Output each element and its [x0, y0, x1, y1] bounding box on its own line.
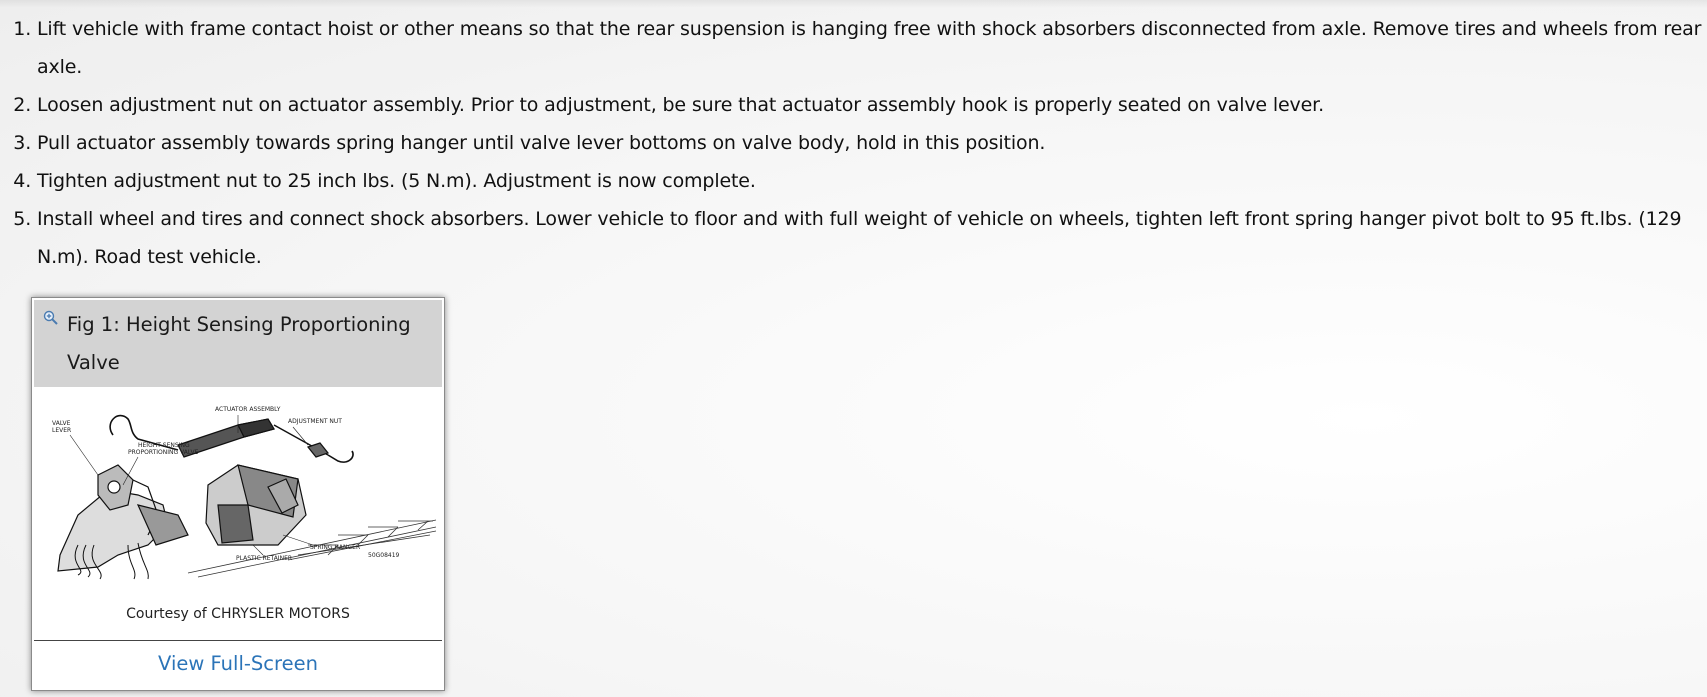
figure-title: Fig 1: Height Sensing Proportioning Valve	[67, 313, 411, 374]
label-spring-hanger: SPRING HANGER	[310, 544, 361, 551]
label-figure-code: 50G08419	[368, 552, 400, 559]
view-full-screen-link[interactable]: View Full-Screen	[158, 652, 318, 675]
procedure-steps	[8, 10, 1707, 276]
height-sensing-valve-diagram	[38, 395, 438, 585]
figure-card	[31, 297, 445, 691]
label-valve-lever: VALVE	[52, 420, 71, 427]
label-adjustment-nut: ADJUSTMENT NUT	[288, 418, 342, 425]
step-item: 3. Pull actuator assembly towards spring hanger until valve lever bottoms on valve body, hold in this position.	[37, 124, 1707, 162]
zoom-in-icon[interactable]	[43, 310, 59, 326]
label-plastic-retainer: PLASTIC RETAINER	[236, 555, 293, 562]
figure-header	[34, 300, 442, 387]
step-item: 2. Loosen adjustment nut on actuator assembly. Prior to adjustment, be sure that actuator assembly hook is properly seated on valve lever.	[37, 86, 1707, 124]
step-item: 4. Tighten adjustment nut to 25 inch lbs. (5 N.m). Adjustment is now complete.	[37, 162, 1707, 200]
label-valve-lever: LEVER	[52, 427, 72, 434]
label-actuator-assembly: ACTUATOR ASSEMBLY	[215, 406, 281, 413]
figure-divider	[34, 640, 442, 641]
step-item: 5. Install wheel and tires and connect shock absorbers. Lower vehicle to floor and with full weight of vehicle on wheels, tighten left front spring hanger pivot bolt to 95 ft.lbs. (129 N.m). Road test vehicle.	[37, 200, 1707, 276]
label-height-sensing-valve: HEIGHT SENSING	[138, 442, 190, 449]
label-height-sensing-valve: PROPORTIONING VALVE	[128, 449, 199, 456]
step-item: 1. Lift vehicle with frame contact hoist or other means so that the rear suspension is hanging free with shock absorbers disconnected from axle. Remove tires and wheels from rear axle.	[37, 10, 1707, 86]
figure-courtesy: Courtesy of CHRYSLER MOTORS	[126, 606, 350, 622]
